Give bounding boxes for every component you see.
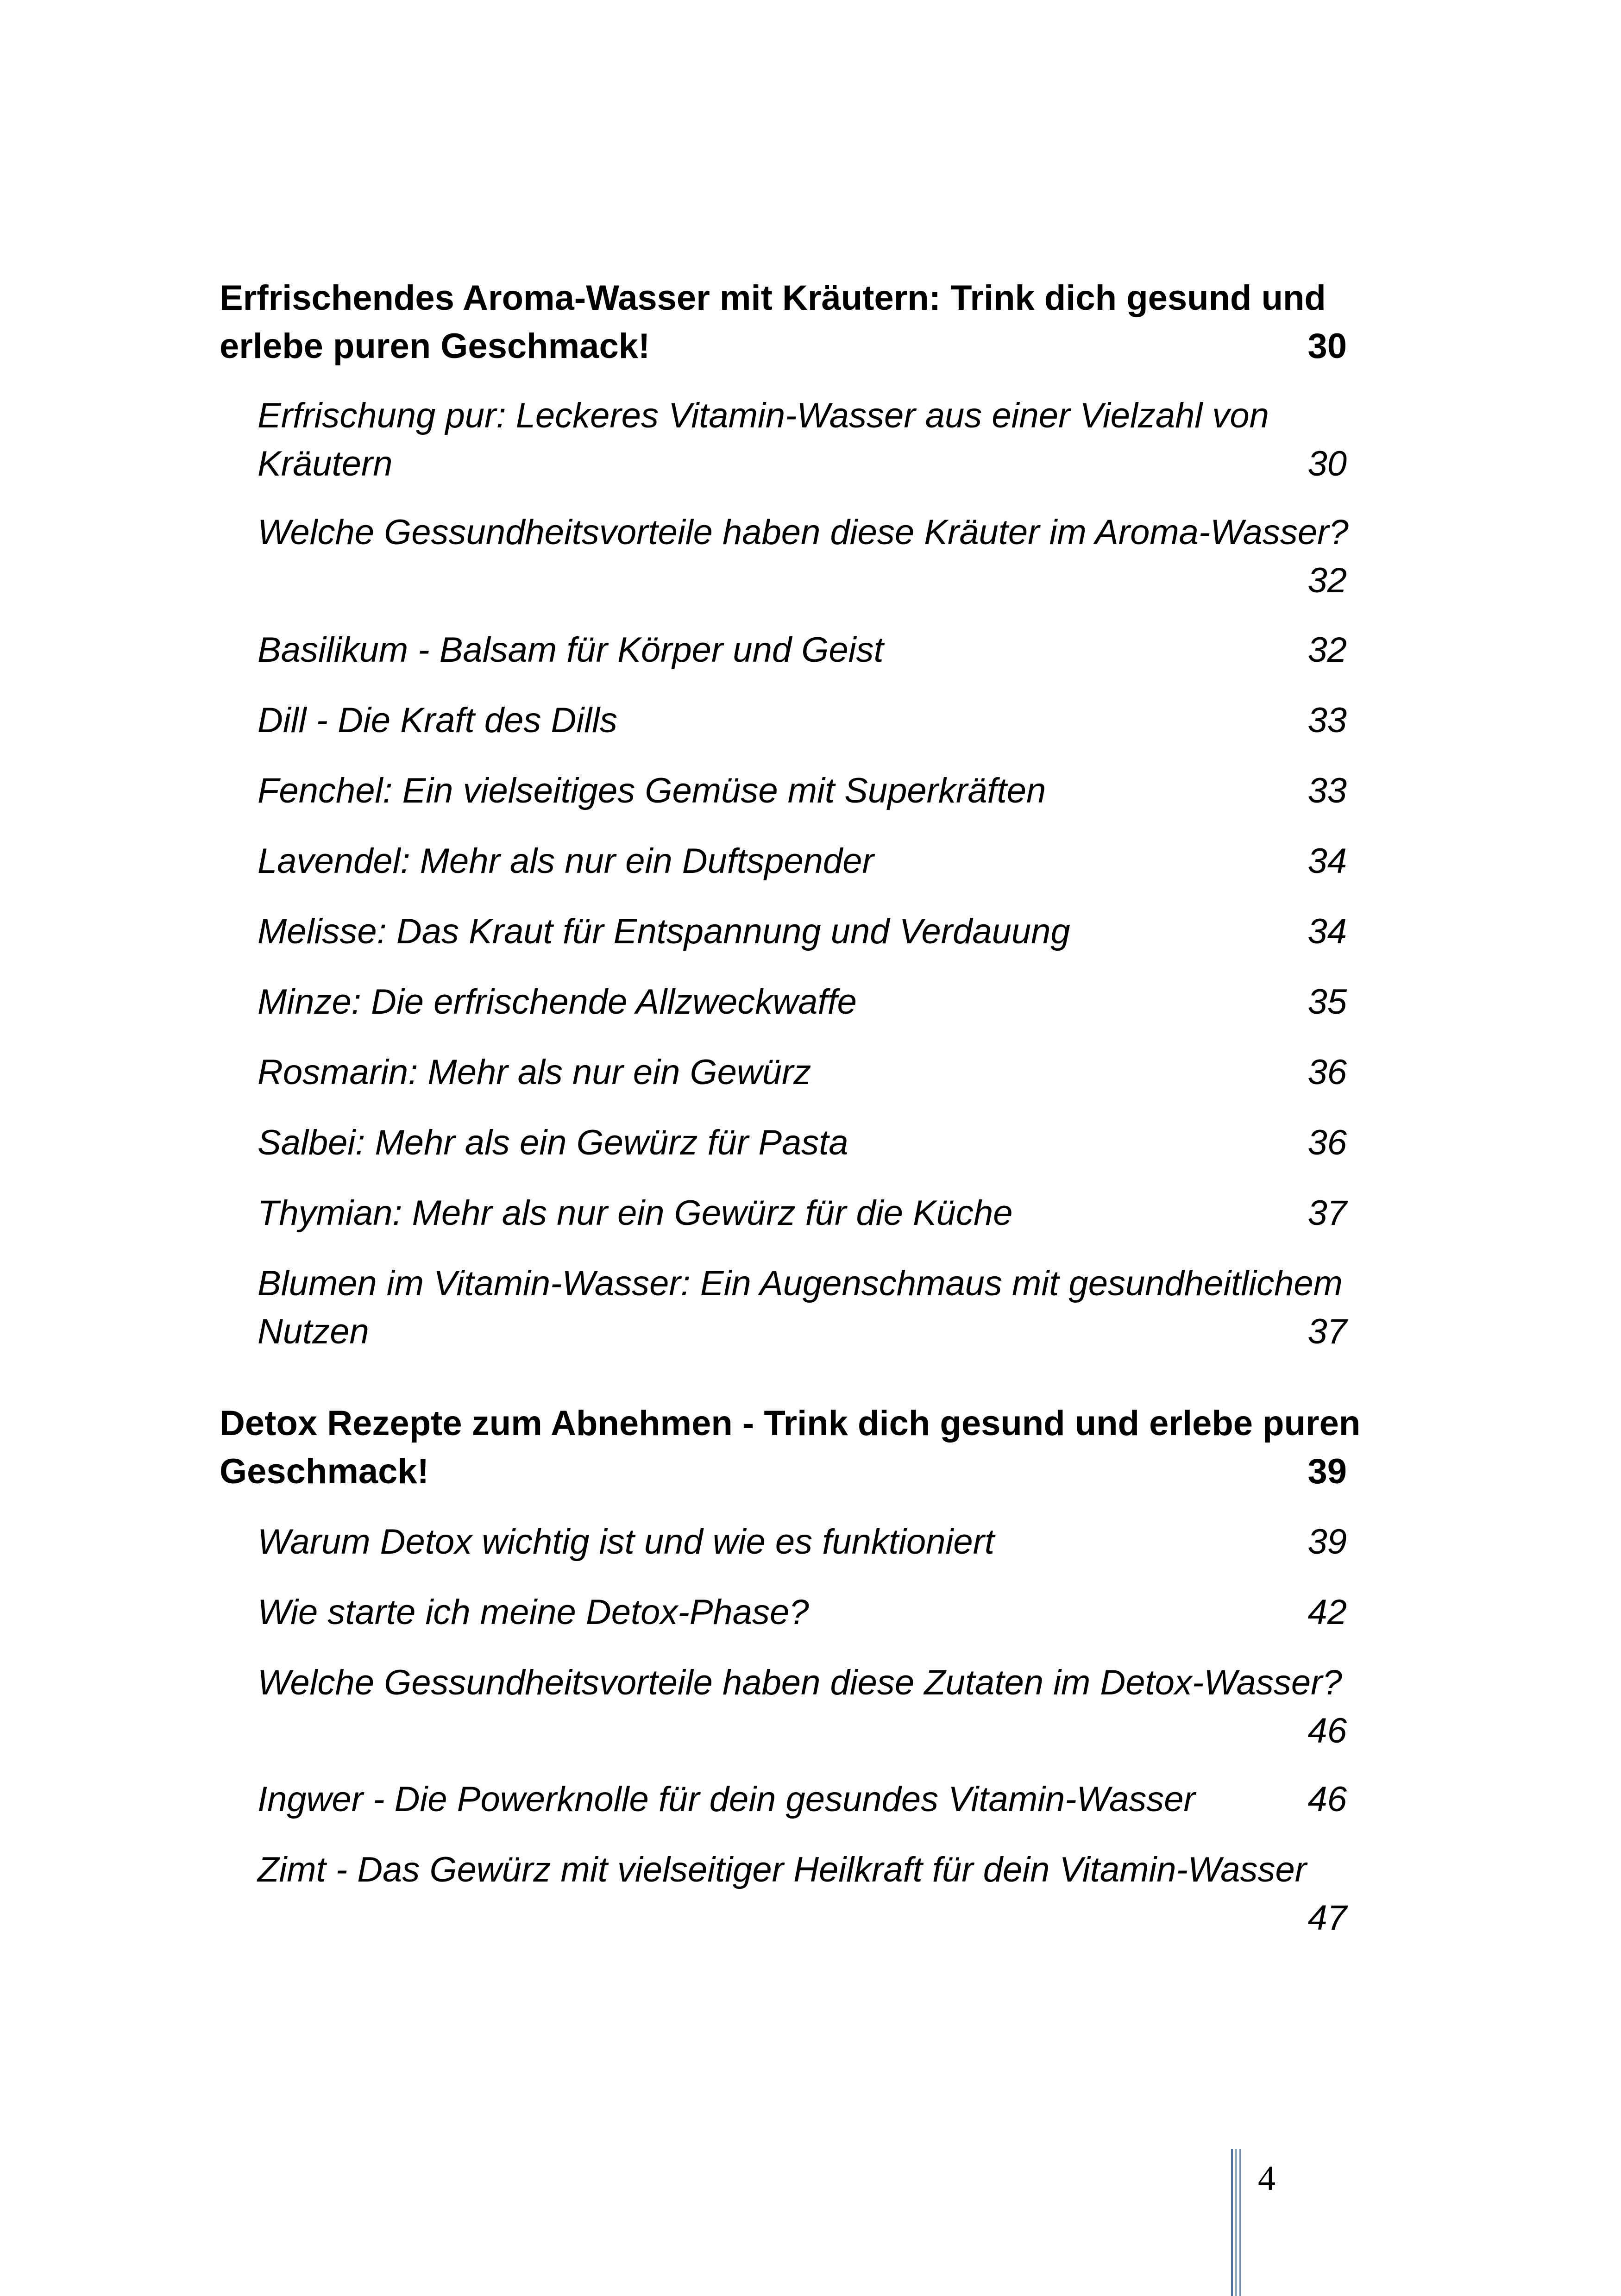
toc-entry-title: Melisse: Das Kraut für Entspannung und Verdauung <box>258 912 1070 951</box>
toc-entry-page: 36 <box>1307 1053 1347 1092</box>
toc-entry-page: 34 <box>1307 841 1347 881</box>
toc-entry-title: Erfrischung pur: Leckeres Vitamin-Wasser aus einer Vielzahl von <box>258 396 1269 435</box>
toc-entry-page: 32 <box>1307 561 1347 600</box>
toc-chapter[interactable] <box>220 274 1347 370</box>
toc-entry-title: Erfrischendes Aroma-Wasser mit Kräutern: Trink dich gesund und <box>220 278 1326 318</box>
toc-section[interactable] <box>258 1588 1347 1637</box>
toc-entry-page: 42 <box>1307 1593 1347 1632</box>
toc-entry-title: Rosmarin: Mehr als nur ein Gewürz <box>258 1053 811 1092</box>
toc-entry-title: Welche Gessundheitsvorteile haben diese Zutaten im Detox-Wasser? <box>258 1663 1342 1702</box>
toc-section[interactable] <box>258 626 1347 674</box>
toc-entry-title-continued: Nutzen <box>258 1312 369 1351</box>
footer-rule-line <box>1235 2149 1237 2296</box>
toc-section[interactable] <box>258 508 1347 605</box>
footer-rule <box>1231 2149 1250 2296</box>
toc-section[interactable] <box>258 1775 1347 1824</box>
toc-entry-page: 39 <box>1307 1452 1347 1491</box>
toc-chapter[interactable] <box>220 1399 1361 1496</box>
footer-rule-line <box>1231 2149 1233 2296</box>
toc-entry-page: 47 <box>1307 1898 1347 1938</box>
toc-entry-title: Ingwer - Die Powerknolle für dein gesundes Vitamin-Wasser <box>258 1780 1195 1819</box>
toc-entry-title: Zimt - Das Gewürz mit vielseitiger Heilkraft für dein Vitamin-Wasser <box>258 1850 1307 1889</box>
toc-entry-title: Fenchel: Ein vielseitiges Gemüse mit Superkräften <box>258 771 1046 810</box>
toc-entry-page: 34 <box>1307 912 1347 951</box>
toc-entry-page: 46 <box>1307 1780 1347 1819</box>
toc-entry-title: Minze: Die erfrischende Allzweckwaffe <box>258 982 857 1022</box>
toc-entry-title: Salbei: Mehr als ein Gewürz für Pasta <box>258 1123 848 1162</box>
toc-entry-page: 33 <box>1307 771 1347 810</box>
toc-entry-page: 30 <box>1307 326 1347 366</box>
toc-section[interactable] <box>258 1846 1347 1942</box>
toc-entry-page: 37 <box>1307 1193 1347 1233</box>
toc-entry-title: Dill - Die Kraft des Dills <box>258 701 618 740</box>
toc-entry-title: Warum Detox wichtig ist und wie es funktioniert <box>258 1522 995 1562</box>
toc-entry-title-continued: Kräutern <box>258 444 393 483</box>
toc-entry-title-continued: erlebe puren Geschmack! <box>220 326 650 366</box>
toc-entry-page: 32 <box>1307 630 1347 670</box>
toc-section[interactable] <box>258 767 1347 815</box>
toc-entry-title: Lavendel: Mehr als nur ein Duftspender <box>258 841 874 881</box>
toc-section[interactable] <box>258 1260 1347 1356</box>
toc-section[interactable] <box>258 908 1347 956</box>
toc-entry-page: 39 <box>1307 1522 1347 1562</box>
toc-section[interactable] <box>258 1659 1347 1755</box>
toc-section[interactable] <box>258 978 1347 1026</box>
toc-entry-page: 37 <box>1307 1312 1347 1351</box>
toc-entry-title-continued: Geschmack! <box>220 1452 429 1491</box>
toc-entry-page: 33 <box>1307 701 1347 740</box>
footer-rule-line <box>1239 2149 1241 2296</box>
toc-section[interactable] <box>258 1518 1347 1566</box>
toc-section[interactable] <box>258 837 1347 885</box>
toc-entry-title: Detox Rezepte zum Abnehmen - Trink dich gesund und erlebe puren <box>220 1404 1361 1443</box>
toc-entry-title: Blumen im Vitamin-Wasser: Ein Augenschmaus mit gesundheitlichem <box>258 1264 1343 1303</box>
toc-section[interactable] <box>258 392 1347 488</box>
toc-section[interactable] <box>258 696 1347 745</box>
page-number: 4 <box>1258 2159 1275 2198</box>
toc-entry-title: Welche Gessundheitsvorteile haben diese Kräuter im Aroma-Wasser? <box>258 513 1349 552</box>
toc-entry-page: 30 <box>1307 444 1347 483</box>
toc-entry-title: Wie starte ich meine Detox-Phase? <box>258 1593 809 1632</box>
toc-section[interactable] <box>258 1048 1347 1097</box>
toc-entry-page: 36 <box>1307 1123 1347 1162</box>
toc-entry-page: 35 <box>1307 982 1347 1022</box>
toc-entry-title: Basilikum - Balsam für Körper und Geist <box>258 630 884 670</box>
toc-entry-title: Thymian: Mehr als nur ein Gewürz für die Küche <box>258 1193 1013 1233</box>
toc-section[interactable] <box>258 1119 1347 1167</box>
toc-entry-page: 46 <box>1307 1711 1347 1750</box>
toc-section[interactable] <box>258 1189 1347 1237</box>
